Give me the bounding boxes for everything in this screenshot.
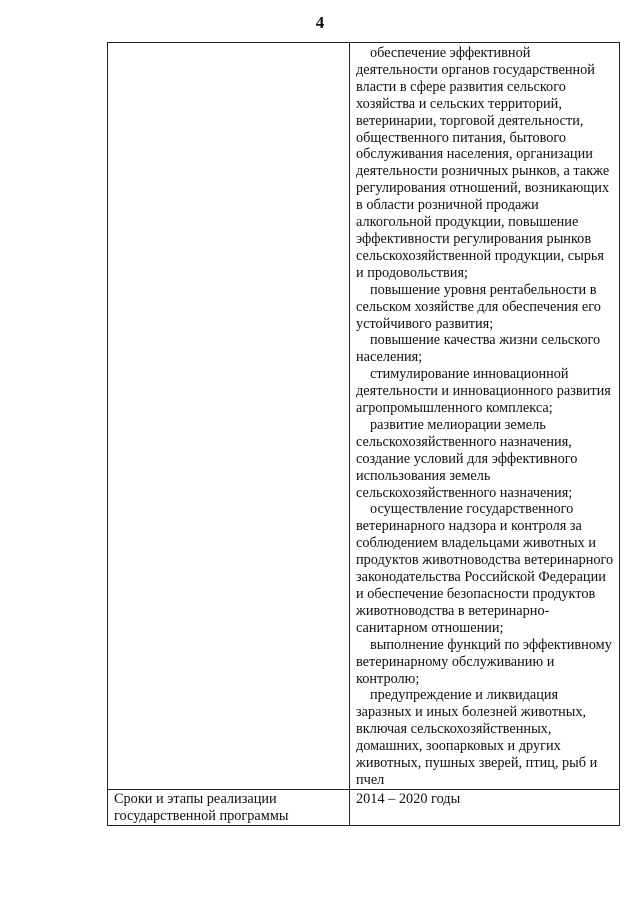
timeline-value: 2014 – 2020 годы [356, 790, 461, 807]
timeline-value-cell [350, 789, 620, 825]
goals-label-cell [108, 43, 350, 790]
timeline-label-cell [108, 789, 350, 825]
goal-paragraph: обеспечение эффективной деятельности органов государственной власти в сфере развития сельского хозяйства и сельских территорий, ветеринарии, торговой деятельности, общественного питания, бытового обслуживания населения, организации деятельности розничных рынков, а также регулирования отношений, возникающих в области розничной продажи алкогольной продукции, повышение эффективности регулирования рынков сельскохозяйственной продукции, сырья и продовольствия; [356, 45, 610, 281]
goal-paragraph: развитие мелиорации земель сельскохозяйственного назначения, создание условий для эффективного использования земель сельскохозяйственного назначения; [356, 416, 578, 501]
goal-paragraph: выполнение функций по эффективному ветеринарному обслуживанию и контролю; [356, 636, 612, 687]
page-number: 4 [315, 13, 325, 32]
timeline-row [108, 789, 620, 825]
goal-paragraph: стимулирование инновационной деятельности и инновационного развития агропромышленного комплекса; [356, 366, 611, 417]
program-passport-table [107, 42, 620, 826]
goals-row [108, 43, 620, 790]
goal-paragraph: повышение уровня рентабельности в сельском хозяйстве для обеспечения его устойчивого развития; [356, 281, 601, 332]
goal-paragraph: осуществление государственного ветеринарного надзора и контроля за соблюдением владельцами животных и продуктов животноводства ветеринарного законодательства Российской Федерации и обеспечение безопасности продуктов животноводства в ветеринарно-санитарном отношении; [356, 501, 614, 636]
timeline-label: Сроки и этапы реализации государственной программы [114, 790, 289, 824]
goals-value-cell [350, 43, 620, 790]
goal-paragraph: повышение качества жизни сельского населения; [356, 332, 601, 366]
goal-paragraph: предупреждение и ликвидация заразных и иных болезней животных, включая сельскохозяйственных, домашних, зоопарковых и других животных, пушных зверей, птиц, рыб и пчел [356, 687, 598, 788]
